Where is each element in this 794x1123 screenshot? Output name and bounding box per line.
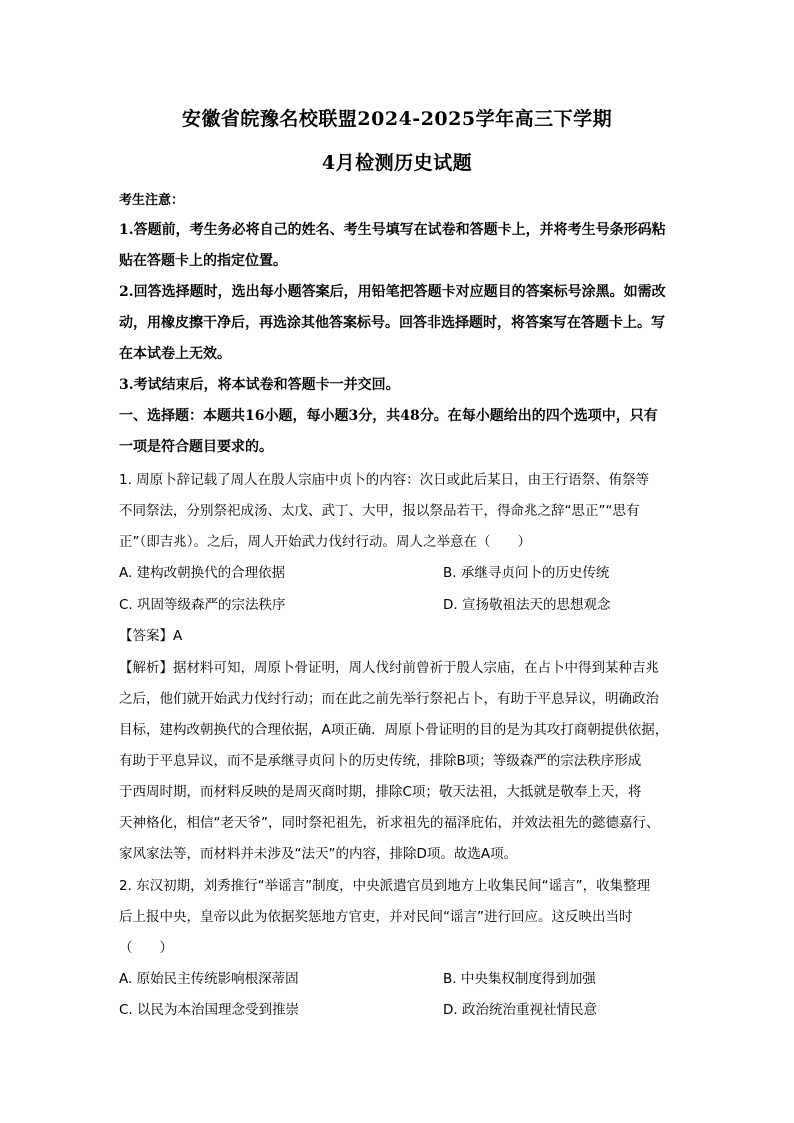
q1-analysis-text: 据材料可知，周原卜骨证明，周人伐纣前曾祈于殷人宗庙，在占卜中得到某种吉兆 <box>173 660 659 676</box>
q2-option-b: B. 中央集权制度得到加强 <box>443 971 596 987</box>
q2-stem-line-3: （ ） <box>119 940 173 956</box>
q2-option-d: D. 政治统治重视社情民意 <box>443 1002 597 1018</box>
q1-option-d: D. 宣扬敬祖法天的思想观念 <box>443 597 611 613</box>
q2-stem-line-2: 后上报中央，皇帝以此为依据奖惩地方官吏，并对民间“谣言”进行回应。这反映出当时 <box>119 909 633 925</box>
q1-analysis-line-4: 有助于平息异议，而不是承继寻贞问卜的历史传统，排除B项；等级森严的宗法秩序形成 <box>119 753 642 769</box>
notice-item-1-line-2: 贴在答题卡上的指定位置。 <box>119 253 287 269</box>
q1-option-c: C. 巩固等级森严的宗法秩序 <box>119 597 286 613</box>
q1-analysis-line-3: 目标，建构改朝换代的合理依据，A项正确．周原卜骨证明的目的是为其攻打商朝提供依据， <box>119 722 669 738</box>
notice-heading: 考生注意： <box>119 193 185 208</box>
q1-analysis-label: 【解析】 <box>119 660 173 676</box>
q1-option-a: A. 建构改朝换代的合理依据 <box>119 565 286 581</box>
q1-analysis-line-6: 天神格化，相信“老天爷”，同时祭祀祖先，祈求祖先的福泽庇佑，并效法祖先的懿德嘉行、 <box>119 815 660 831</box>
notice-item-2-line-1: 2.回答选择题时，选出每小题答案后，用铅笔把答题卡对应题目的答案标号涂黑。如需改 <box>119 284 666 300</box>
q1-analysis-line-5: 于西周时期，而材料反映的是周灭商时期，排除C项；敬天法祖，大抵就是敬奉上天，将 <box>119 784 642 800</box>
page-title: 安徽省皖豫名校联盟2024-2025学年高三下学期 <box>181 108 613 130</box>
q2-option-a: A. 原始民主传统影响根深蒂固 <box>119 971 299 987</box>
q2-option-c: C. 以民为本治国理念受到推崇 <box>119 1002 300 1018</box>
q2-stem-line-1: 2. 东汉初期，刘秀推行“举谣言”制度，中央派遣官员到地方上收集民间“谣言”，收集整理 <box>119 878 651 894</box>
q1-option-b: B. 承继寻贞问卜的历史传统 <box>443 565 610 581</box>
q1-answer: 【答案】A <box>119 628 183 644</box>
section-heading-line-2: 一项是符合题目要求的。 <box>119 439 273 455</box>
q1-stem-line-2: 不同祭法，分别祭祀成汤、太戊、武丁、大甲，报以祭品若干，得命兆之辞“思正”“思有 <box>119 503 640 519</box>
q1-stem-line-1: 1. 周原卜辞记载了周人在殷人宗庙中贞卜的内容：次日或此后某日，由王行语祭、侑祭等 <box>119 472 650 488</box>
q1-stem-line-3: 正”（即吉兆）。之后，周人开始武力伐纣行动。周人之举意在（ ） <box>119 534 531 550</box>
page-subtitle: 4月检测历史试题 <box>321 152 473 174</box>
q1-analysis-line-2: 之后，他们就开始武力伐纣行动；而在此之前先举行祭祀占卜，有助于平息异议，明确政治 <box>119 691 659 707</box>
notice-item-1-line-1: 1.答题前，考生务必将自己的姓名、考生号填写在试卷和答题卡上，并将考生号条形码粘 <box>119 222 666 238</box>
q1-analysis-line-1 <box>119 656 659 676</box>
q1-analysis-line-7: 家风家法等，而材料并未涉及“法天”的内容，排除D项。故选A项。 <box>119 846 518 862</box>
section-heading-line-1: 一、选择题：本题共16小题，每小题3分，共48分。在每小题给出的四个选项中，只有 <box>119 408 658 424</box>
notice-item-2-line-3: 在本试卷上无效。 <box>119 346 231 362</box>
notice-item-2-line-2: 动，用橡皮擦干净后，再选涂其他答案标号。回答非选择题时，将答案写在答题卡上。写 <box>119 315 665 331</box>
notice-item-3: 3.考试结束后，将本试卷和答题卡一并交回。 <box>119 377 400 393</box>
